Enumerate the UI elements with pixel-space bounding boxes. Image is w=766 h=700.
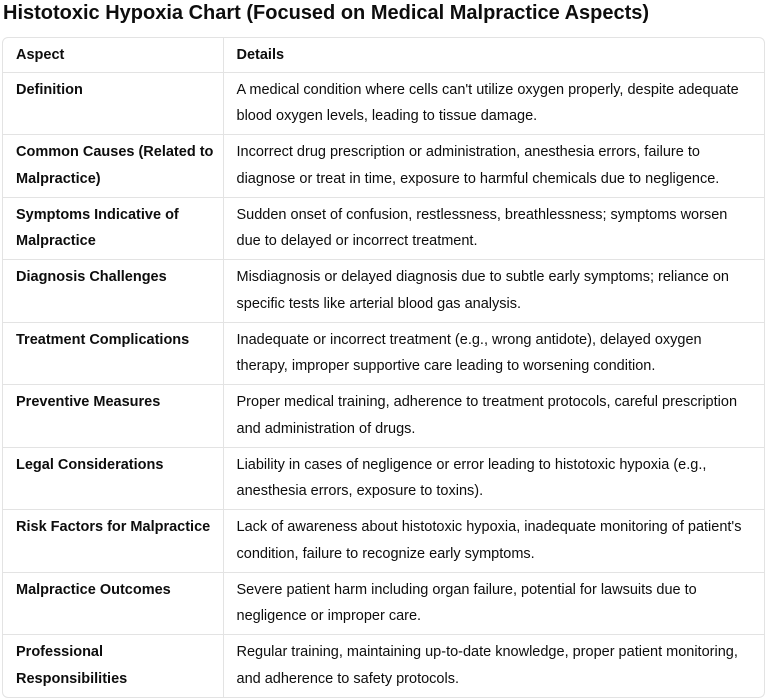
chart-table	[3, 38, 764, 697]
details-cell: Incorrect drug prescription or administration, anesthesia errors, failure to diagnose or treat in time, exposure to harmful chemicals due to negligence.	[223, 135, 764, 198]
table-row	[3, 135, 764, 198]
table-row	[3, 322, 764, 385]
table-row	[3, 635, 764, 698]
page-title: Histotoxic Hypoxia Chart (Focused on Medical Malpractice Aspects)	[3, 2, 650, 24]
aspect-cell: Treatment Complications	[3, 322, 223, 385]
details-cell: Inadequate or incorrect treatment (e.g., wrong antidote), delayed oxygen therapy, improper supportive care leading to worsening condition.	[223, 322, 764, 385]
table-header-row	[3, 38, 764, 72]
details-cell: Misdiagnosis or delayed diagnosis due to subtle early symptoms; reliance on specific tests like arterial blood gas analysis.	[223, 260, 764, 323]
table-row	[3, 447, 764, 510]
details-cell: Sudden onset of confusion, restlessness, breathlessness; symptoms worsen due to delayed or incorrect treatment.	[223, 197, 764, 260]
details-cell: Liability in cases of negligence or error leading to histotoxic hypoxia (e.g., anesthesia errors, exposure to toxins).	[223, 447, 764, 510]
table-row	[3, 385, 764, 448]
table-row	[3, 572, 764, 635]
aspect-cell: Common Causes (Related to Malpractice)	[3, 135, 223, 198]
table-row	[3, 260, 764, 323]
aspect-cell: Legal Considerations	[3, 447, 223, 510]
header-details: Details	[223, 38, 764, 72]
aspect-cell: Definition	[3, 72, 223, 135]
details-cell: Severe patient harm including organ failure, potential for lawsuits due to negligence or improper care.	[223, 572, 764, 635]
header-aspect: Aspect	[3, 38, 223, 72]
details-cell: A medical condition where cells can't utilize oxygen properly, despite adequate blood oxygen levels, leading to tissue damage.	[223, 72, 764, 135]
table-row	[3, 510, 764, 573]
aspect-cell: Malpractice Outcomes	[3, 572, 223, 635]
table-row	[3, 197, 764, 260]
aspect-cell: Risk Factors for Malpractice	[3, 510, 223, 573]
details-cell: Regular training, maintaining up-to-date knowledge, proper patient monitoring, and adherence to safety protocols.	[236, 644, 738, 687]
aspect-cell: Preventive Measures	[3, 385, 223, 448]
table-row	[3, 72, 764, 135]
chart-table-container	[2, 37, 765, 698]
aspect-cell: Symptoms Indicative of Malpractice	[3, 197, 223, 260]
details-cell: Proper medical training, adherence to treatment protocols, careful prescription and administration of drugs.	[223, 385, 764, 448]
details-cell: Lack of awareness about histotoxic hypoxia, inadequate monitoring of patient's condition, failure to recognize early symptoms.	[223, 510, 764, 573]
aspect-cell: Diagnosis Challenges	[3, 260, 223, 323]
aspect-cell: Professional Responsibilities	[3, 635, 223, 698]
